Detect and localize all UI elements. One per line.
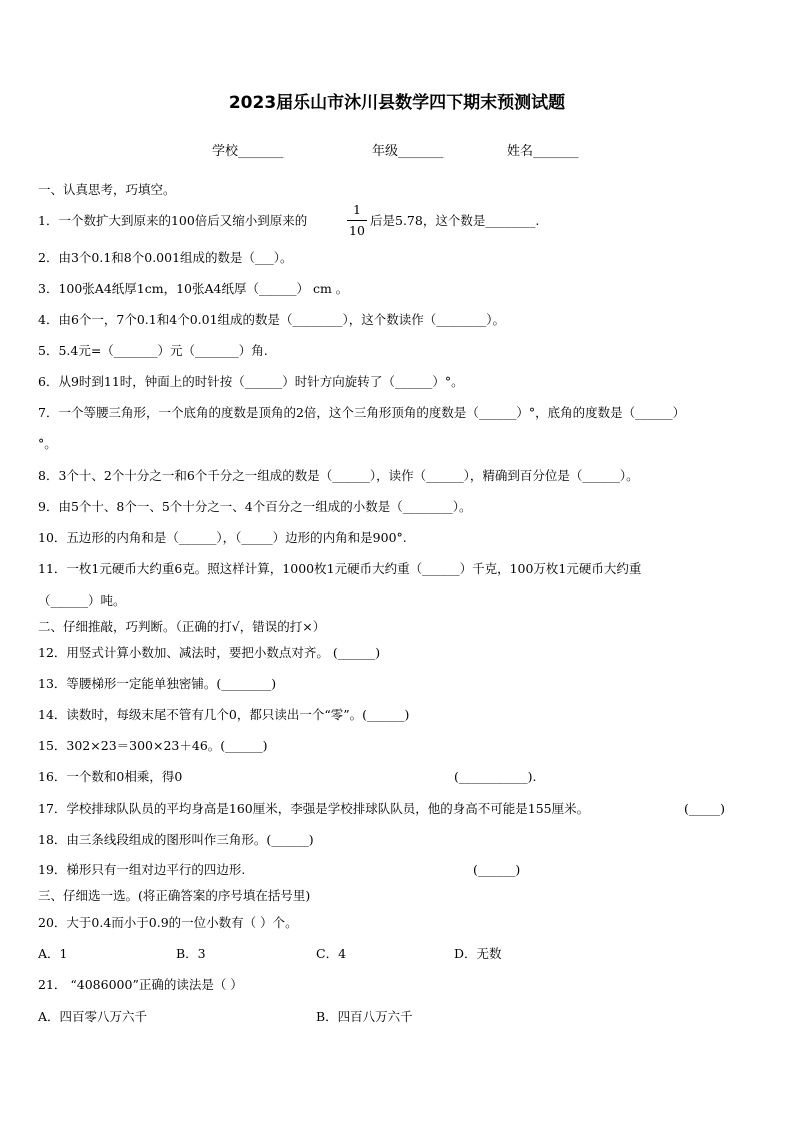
question-7-line1: 7．一个等腰三角形，一个底角的度数是顶角的2倍，这个三角形顶角的度数是（______）°，底角的度数是（______） [38, 405, 686, 420]
question-4: 4．由6个一，7个0.1和4个0.01组成的数是（________），这个数读作（________）。 [38, 312, 506, 327]
name-field: 姓名_______ [507, 144, 579, 159]
section-2-heading: 二、仔细推敲，巧判断。（正确的打√，错误的打×） [38, 619, 326, 634]
question-20-option-d: D．无数 [454, 946, 502, 961]
section-3-heading: 三、仔细选一选。(将正确答案的序号填在括号里) [38, 888, 311, 903]
fraction-denominator: 10 [349, 223, 365, 238]
question-20-option-c: C．4 [316, 946, 347, 961]
question-5: 5．5.4元=（_______）元（_______）角. [38, 343, 268, 358]
grade-field: 年级_______ [372, 144, 444, 159]
school-field: 学校_______ [212, 144, 284, 159]
question-10: 10．五边形的内角和是（______），（_____）边形的内角和是900°. [38, 530, 407, 545]
question-3: 3．100张A4纸厚1cm，10张A4纸厚（______） cm 。 [38, 281, 349, 296]
question-21-option-a: A．四百零八万六千 [38, 1009, 148, 1024]
question-19: 19．梯形只有一组对边平行的四边形. [38, 862, 246, 877]
question-11-line2: （______）吨。 [38, 593, 126, 608]
question-8: 8．3个十、2个十分之一和6个千分之一组成的数是（______），读作（______），精确到百分位是（______）。 [38, 468, 639, 483]
question-17: 17．学校排球队队员的平均身高是160厘米，李强是学校排球队队员，他的身高不可能是155厘米。 [38, 801, 590, 816]
fraction-numerator: 1 [353, 202, 361, 217]
question-11-line1: 11．一枚1元硬币大约重6克。照这样计算，1000枚1元硬币大约重（______）千克，100万枚1元硬币大约重 [38, 561, 642, 576]
question-21: 21． “4086000”正确的读法是（ ） [38, 977, 243, 992]
question-19-blank: (______) [473, 862, 521, 877]
page-title: 2023届乐山市沐川县数学四下期末预测试题 [228, 93, 566, 113]
question-2: 2．由3个0.1和8个0.001组成的数是（___）。 [38, 250, 293, 265]
fraction-bar [347, 220, 367, 221]
question-13: 13．等腰梯形一定能单独密铺。(________) [38, 676, 277, 691]
question-14: 14．读数时，每级末尾不管有几个0，都只读出一个“零”。(______) [38, 707, 410, 722]
question-18: 18．由三条线段组成的图形叫作三角形。(______) [38, 832, 314, 847]
question-1-before: 1．一个数扩大到原来的100倍后又缩小到原来的 [38, 213, 308, 228]
question-16: 16．一个数和0相乘，得0 [38, 769, 183, 784]
question-1-after: 后是5.78，这个数是________. [370, 213, 540, 228]
question-17-blank: (_____) [684, 801, 726, 816]
question-20-option-b: B．3 [176, 946, 206, 961]
question-20-option-a: A．1 [38, 946, 68, 961]
question-6: 6．从9时到11时，钟面上的时针按（______）时针方向旋转了（______）°。 [38, 374, 464, 389]
section-1-heading: 一、认真思考，巧填空。 [38, 182, 176, 197]
question-7-line2: °。 [38, 436, 57, 451]
question-20: 20．大于0.4而小于0.9的一位小数有（ ）个。 [38, 915, 298, 930]
question-16-blank: (___________). [454, 769, 537, 784]
question-21-option-b: B．四百八万六千 [316, 1009, 413, 1024]
fraction-one-tenth [344, 202, 370, 239]
question-15: 15．302×23＝300×23＋46。(______) [38, 738, 268, 753]
question-9: 9．由5个十、8个一、5个十分之一、4个百分之一组成的小数是（________）。 [38, 499, 472, 514]
question-12: 12．用竖式计算小数加、减法时，要把小数点对齐。 (______) [38, 645, 381, 660]
